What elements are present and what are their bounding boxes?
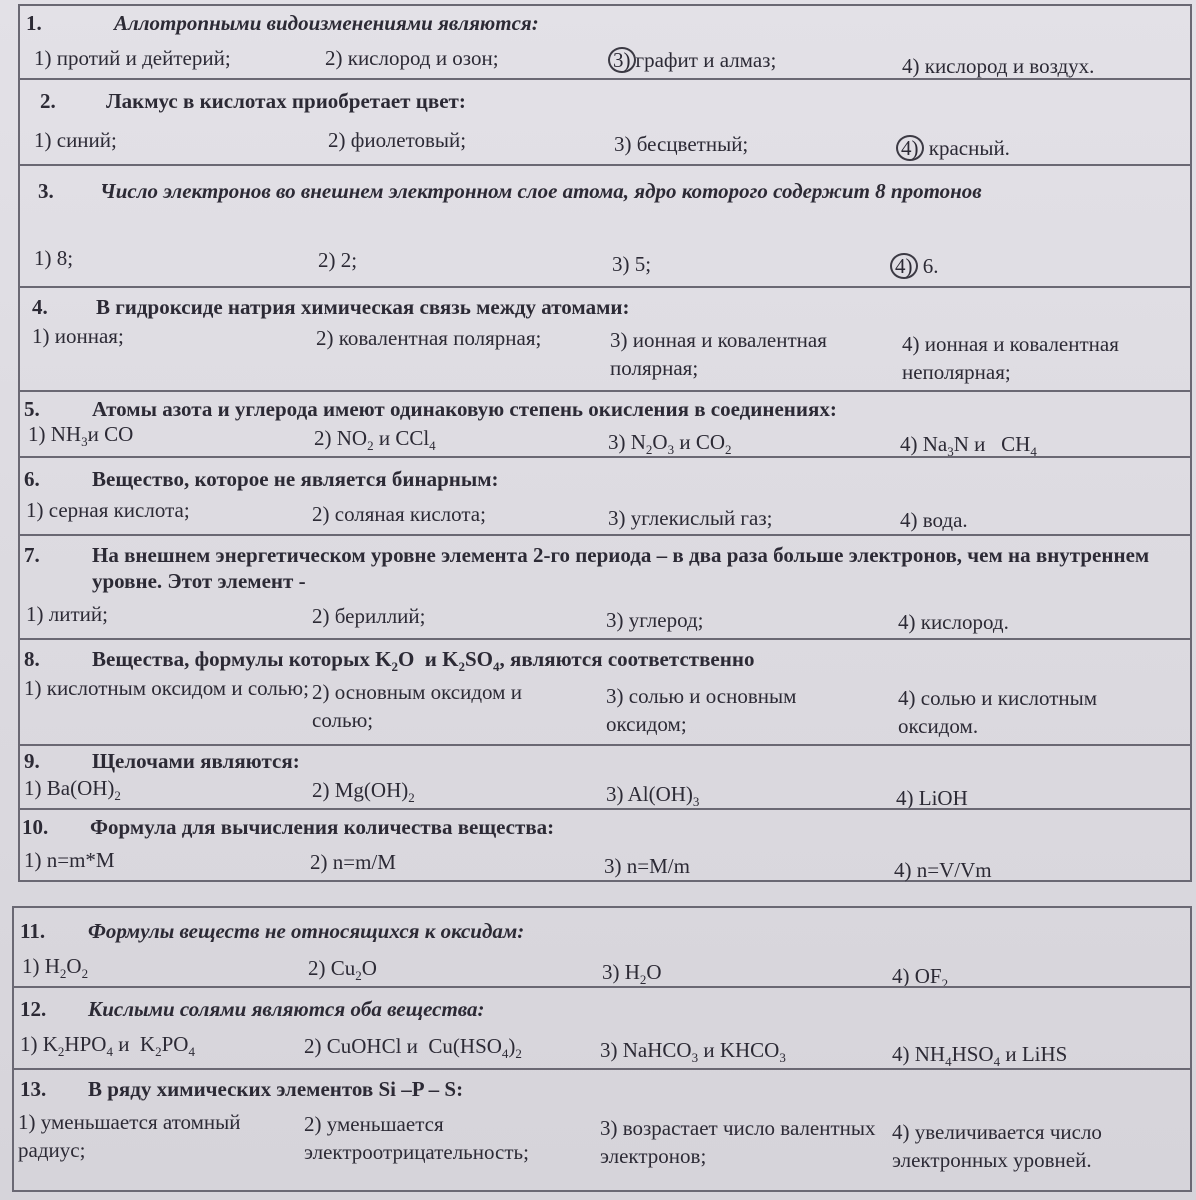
question-row [14, 986, 1190, 1070]
answer-option: 3) углекислый газ; [608, 506, 773, 530]
answer-option: 2) $Cu_2O$ [308, 956, 377, 984]
answer-option: 2) фиолетовый; [328, 128, 467, 152]
question-number: 1. [26, 11, 42, 35]
answer-option: 1) протий и дейтерий; [34, 46, 231, 70]
answer-option: 2) n=m/M [310, 850, 396, 874]
question-row [20, 286, 1190, 392]
answer-option: 4) солью и кислотным оксидом. [898, 686, 1098, 738]
question-number: 6. [24, 467, 40, 491]
question-row [20, 638, 1190, 746]
answer-option: 4) кислород и воздух. [902, 54, 1095, 78]
answer-option: 3) n=M/m [604, 854, 690, 878]
question-text: Атомы азота и углерода имеют одинаковую степень окисления в соединениях: [92, 397, 837, 421]
question-text: Вещества, формулы которых $K_2O$ и $K_2SO_4$, являются соответственно [92, 647, 755, 675]
answer-circle-mark: 3) [608, 47, 636, 73]
answer-option: 3) бесцветный; [614, 132, 749, 156]
question-row [20, 390, 1190, 458]
question-number: 11. [20, 919, 46, 943]
question-number: 5. [24, 397, 40, 421]
question-row [20, 78, 1190, 166]
answer-option: 2) ковалентная полярная; [316, 326, 542, 350]
answer-option: 4) $Na_3N$ и $CH_4$ [900, 432, 1037, 460]
answer-option: 4) ионная и ковалентная неполярная; [902, 332, 1119, 384]
question-row [20, 808, 1190, 882]
question-number: 3. [38, 179, 54, 203]
answer-option: 1) литий; [26, 602, 108, 626]
answer-option-marked: 4) 6. [890, 252, 939, 280]
answer-option: 2) основным оксидом и солью; [312, 680, 522, 732]
answer-option-marked: 3) графит и алмаз; [608, 46, 776, 74]
answer-option: 4) увеличивается число электронных уровней. [892, 1120, 1102, 1172]
answer-option: 3) NaHCO$_3$ и $KHCO_3$ [600, 1038, 786, 1066]
answer-option: 1) $NH_3и$ CO [28, 422, 134, 450]
answer-option: 4) кислород. [898, 610, 1009, 634]
question-row [20, 456, 1190, 536]
answer-option: 1) серная кислота; [26, 498, 190, 522]
answer-circle-mark: 4) [896, 135, 924, 161]
answer-option: 4) вода. [900, 508, 968, 532]
answer-option: 3) $N_2O_3$ и $CO_2$ [608, 430, 732, 458]
question-text: На внешнем энергетическом уровне элемента 2-го периода – в два раза больше электронов, чем на внутреннем уровне. Этот элемент - [92, 543, 1150, 593]
answer-option: 1) 8; [34, 246, 74, 270]
question-text: Кислыми солями являются оба вещества: [88, 997, 485, 1021]
question-text: Вещество, которое не является бинарным: [92, 467, 499, 491]
answer-option: 1) ионная; [32, 324, 124, 348]
answer-option: 4) $NH_4HSO_4$ и LiHS [892, 1042, 1068, 1070]
question-text: В ряду химических элементов Si –P – S: [88, 1077, 464, 1101]
answer-option: 3) $H_2O$ [602, 960, 662, 988]
answer-option: 2) соляная кислота; [312, 502, 486, 526]
answer-option: 3) возрастает число валентных электронов; [600, 1116, 876, 1168]
answer-option-marked: 4) красный. [896, 134, 1010, 162]
question-text: Формулы веществ не относящихся к оксидам: [88, 919, 525, 943]
question-text: Формула для вычисления количества вещества: [90, 815, 555, 839]
question-number: 2. [40, 89, 56, 113]
answer-option: 2) $NO_2$ и CCl$_4$ [314, 426, 436, 454]
question-number: 4. [32, 295, 48, 319]
answer-option: 1) кислотным оксидом и солью; [24, 676, 309, 700]
answer-option: 3) $Al(OH)_3$ [606, 782, 700, 810]
question-row [14, 908, 1190, 992]
question-text: Лакмус в кислотах приобретает цвет: [106, 89, 466, 113]
answer-option: 2) 2; [318, 248, 358, 272]
question-number: 13. [20, 1077, 47, 1101]
answer-option: 1) $Ba(OH)_2$ [24, 776, 121, 804]
question-row [14, 1068, 1190, 1192]
answer-option: 4) LiOH [896, 786, 968, 810]
question-row [20, 534, 1190, 640]
question-number: 12. [20, 997, 47, 1021]
answer-option: 2) кислород и озон; [325, 46, 499, 70]
question-number: 9. [24, 749, 40, 773]
question-text: Число электронов во внешнем электронном слое атома, ядро которого содержит 8 протонов [100, 179, 982, 203]
answer-option: 3) солью и основным оксидом; [606, 684, 797, 736]
answer-option: 3) 5; [612, 252, 652, 276]
answer-option: 1) уменьшается атомный радиус; [18, 1110, 241, 1162]
question-text: В гидроксиде натрия химическая связь между атомами: [96, 295, 630, 319]
answer-option: 3) углерод; [606, 608, 704, 632]
answer-option: 1) $K_2HPO_4$ и $K_2PO_4$ [20, 1032, 195, 1060]
question-table-2 [12, 906, 1192, 1192]
question-table-1 [18, 4, 1192, 882]
question-row [20, 164, 1190, 288]
question-text: Щелочами являются: [92, 749, 300, 773]
answer-option: 2) уменьшается электроотрицательность; [304, 1112, 529, 1164]
answer-option: 3) ионная и ковалентная полярная; [610, 328, 827, 380]
question-number: 8. [24, 647, 40, 671]
question-row [20, 6, 1190, 78]
question-number: 10. [22, 815, 49, 839]
answer-option: 4) n=V/Vm [894, 858, 992, 882]
question-number: 7. [24, 543, 40, 567]
answer-option: 1) $H_2O_2$ [22, 954, 89, 982]
answer-option: 4) $OF_2$ [892, 964, 949, 992]
answer-option: 1) n=m*M [24, 848, 115, 872]
answer-option: 1) синий; [34, 128, 117, 152]
answer-option: 2) бериллий; [312, 604, 426, 628]
answer-option: 2) CuOHCl и $Cu(HSO_4)_2$ [304, 1034, 522, 1062]
question-row [20, 744, 1190, 810]
answer-option: 2) $Mg(OH)_2$ [312, 778, 415, 806]
answer-circle-mark: 4) [890, 253, 918, 279]
question-text: Аллотропными видоизменениями являются: [114, 11, 539, 35]
